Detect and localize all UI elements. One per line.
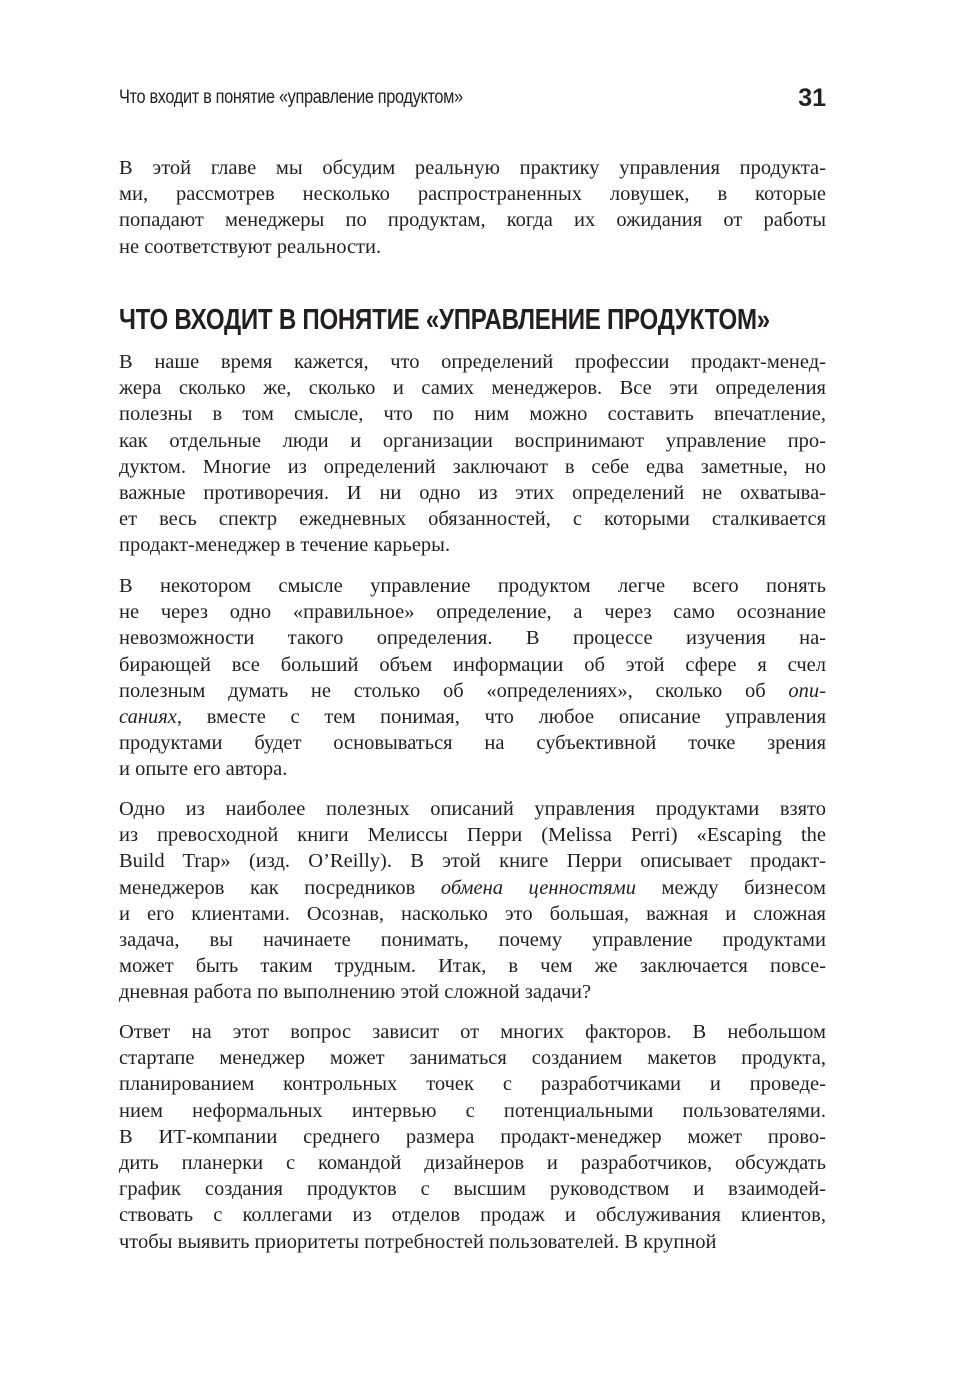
text-line: и опыте его автора. bbox=[119, 758, 288, 781]
text-line: продуктами будет основываться на субъективной точке зрения bbox=[119, 732, 826, 755]
text-line: В этой главе мы обсудим реальную практику управления продукта- bbox=[119, 157, 826, 179]
italic-emphasis: опи- bbox=[788, 679, 826, 702]
text-line: дить планерки с командой дизайнеров и разработчиков, обсуждать bbox=[119, 1151, 826, 1174]
text-line: ми, рассмотрев несколько распространенных ловушек, в которые bbox=[119, 183, 826, 206]
text-line bbox=[119, 875, 826, 901]
text-line: ствовать с коллегами из отделов продаж и обслуживания клиентов, bbox=[119, 1204, 826, 1227]
text-line: чтобы выявить приоритеты потребностей пользователей. В крупной bbox=[119, 1230, 717, 1253]
text-line: важные противоречия. И ни одно из этих определений не охватыва- bbox=[119, 481, 826, 504]
text-run: , вместе с тем понимая, что любое описание управления bbox=[176, 705, 826, 728]
page-number: 31 bbox=[798, 84, 826, 112]
text-line bbox=[119, 678, 826, 704]
body-paragraph-1 bbox=[119, 349, 826, 559]
text-line: и его клиентами. Осознав, насколько это большая, важная и сложная bbox=[119, 902, 826, 925]
text-line: Build Trap» (изд. O’Reilly). В этой книге Перри описывает продакт- bbox=[119, 850, 826, 873]
running-header bbox=[119, 84, 826, 114]
text-line: ет весь спектр ежедневных обязанностей, с которыми сталкивается bbox=[119, 508, 826, 531]
text-run: менеджеров как посредников bbox=[119, 876, 441, 899]
text-line: задача, вы начинаете понимать, почему управление продуктами bbox=[119, 928, 826, 951]
italic-emphasis: саниях bbox=[119, 705, 177, 728]
text-line: стартапе менеджер может заниматься созданием макетов продукта, bbox=[119, 1047, 826, 1070]
text-line bbox=[119, 704, 826, 730]
text-run: между бизнесом bbox=[636, 876, 826, 899]
text-line: из превосходной книги Мелиссы Перри (Melissa Perri) «Escaping the bbox=[119, 824, 826, 847]
running-title: Что входит в понятие «управление продуктом» bbox=[119, 87, 463, 108]
text-line: В наше время кажется, что определений профессии продакт-менед- bbox=[119, 351, 826, 373]
text-line: нием неформальных интервью с потенциальными пользователями. bbox=[119, 1099, 826, 1122]
body-paragraph-3 bbox=[119, 796, 826, 1006]
text-line: дневная работа по выполнению этой сложной задачи? bbox=[119, 981, 592, 1004]
italic-emphasis: обмена ценностями bbox=[440, 876, 637, 899]
text-line: не через одно «правильное» определение, а через само осознание bbox=[119, 601, 826, 624]
body-paragraph-4 bbox=[119, 1019, 826, 1255]
text-line: Одно из наиболее полезных описаний управления продуктами взято bbox=[119, 798, 826, 820]
text-line: график создания продуктов с высшим руководством и взаимодей- bbox=[119, 1178, 826, 1201]
text-line: как отдельные люди и организации воспринимают управление про- bbox=[119, 429, 826, 452]
text-line: продакт-менеджер в течение карьеры. bbox=[119, 534, 451, 557]
text-line: Ответ на этот вопрос зависит от многих факторов. В небольшом bbox=[119, 1021, 826, 1043]
text-line: полезны в том смысле, что по ним можно составить впечатление, bbox=[119, 403, 826, 426]
text-line: планированием контрольных точек с разработчиками и проведе- bbox=[119, 1073, 826, 1096]
body-paragraph-2 bbox=[119, 573, 826, 783]
text-line: не соответствуют реальности. bbox=[119, 235, 382, 258]
text-line: бирающей все больший объем информации об этой сфере я счел bbox=[119, 653, 826, 676]
text-line: жера сколько же, сколько и самих менеджеров. Все эти определения bbox=[119, 377, 826, 400]
text-line: попадают менеджеры по продуктам, когда их ожидания от работы bbox=[119, 209, 826, 232]
text-line: может быть таким трудным. Итак, в чем же заключается повсе- bbox=[119, 955, 826, 978]
section-heading: ЧТО ВХОДИТ В ПОНЯТИЕ «УПРАВЛЕНИЕ ПРОДУКТОМ» bbox=[119, 304, 770, 336]
text-line: дуктом. Многие из определений заключают в себе едва заметные, но bbox=[119, 455, 826, 478]
text-line: невозможности такого определения. В процессе изучения на- bbox=[119, 627, 826, 650]
intro-paragraph bbox=[119, 155, 826, 260]
text-line: В ИТ-компании среднего размера продакт-менеджер может прово- bbox=[119, 1125, 826, 1148]
text-run: полезным думать не столько об «определениях», сколько об bbox=[119, 679, 789, 702]
text-line: В некотором смысле управление продуктом легче всего понять bbox=[119, 575, 826, 597]
